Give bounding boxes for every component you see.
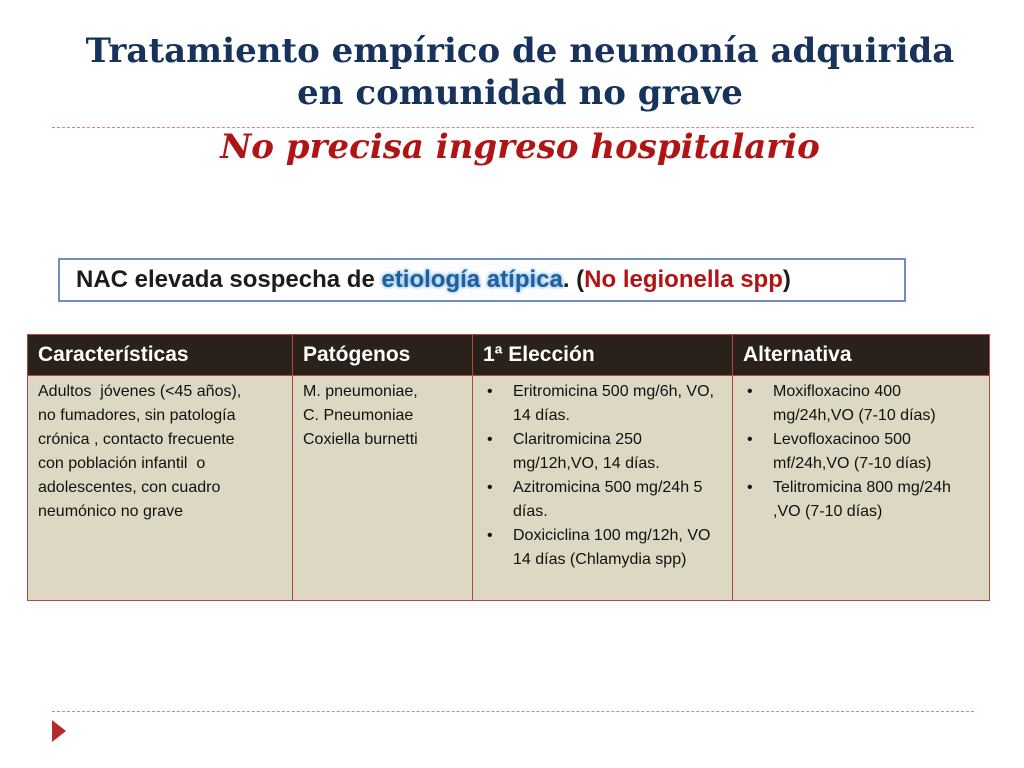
slide-title [40,30,1000,114]
first-choice-item: • Doxiciclina 100 mg/12h, VO 14 días (Chlamydia spp) [483,524,722,572]
characteristics-line: adolescentes, con cuadro [38,479,221,496]
alternative-list [743,380,979,524]
cell-alternative [733,376,990,601]
header-alternative: Alternativa [733,335,990,376]
note-highlight: etiología atípica [381,266,563,293]
title-line-1: Tratamiento empírico de neumonía adquirida [85,31,955,71]
characteristics-line: crónica , contacto frecuente [38,431,235,448]
divider-bottom [52,711,974,712]
characteristics-line: con población infantil o [38,455,206,472]
pathogen-item: Coxiella burnetti [303,431,418,448]
note-red: legionella spp [616,266,783,293]
triangle-right-icon [52,720,66,742]
cell-pathogens [293,376,473,601]
characteristics-line: neumónico no grave [38,503,183,520]
title-line-2: en comunidad no grave [297,73,743,113]
note-after: . ( [562,266,585,293]
atypical-etiology-note [58,258,906,302]
pathogen-item: C. Pneumoniae [303,407,414,424]
characteristics-line: Adultos jóvenes (<45 años), [38,383,242,400]
header-characteristics: Características [28,335,293,376]
first-choice-list [483,380,722,572]
treatment-table [27,334,990,601]
table-row [28,376,990,601]
alternative-item: • Moxifloxacino 400 mg/24h,VO (7-10 días) [743,380,979,428]
characteristics-line: no fumadores, sin patología [38,407,236,424]
alternative-item: • Levofloxacinoo 500 mf/24h,VO (7-10 días) [743,428,979,476]
first-choice-item: • Claritromicina 250 mg/12h,VO, 14 días. [483,428,722,476]
table-header-row [28,335,990,376]
header-pathogens: Patógenos [293,335,473,376]
note-nac: NAC [76,266,128,293]
pathogen-item: M. pneumoniae, [303,383,418,400]
note-mid: elevada sospecha de [128,266,382,293]
first-choice-item: • Eritromicina 500 mg/6h, VO, 14 días. [483,380,722,428]
header-first-choice: 1ª Elección [473,335,733,376]
slide-subtitle: No precisa ingreso hospitalario [220,127,820,167]
cell-characteristics [28,376,293,601]
note-no: No [584,266,617,293]
cell-first-choice [473,376,733,601]
alternative-item: • Telitromicina 800 mg/24h ,VO (7-10 días) [743,476,979,524]
note-end: ) [782,266,791,293]
first-choice-item: • Azitromicina 500 mg/24h 5 días. [483,476,722,524]
